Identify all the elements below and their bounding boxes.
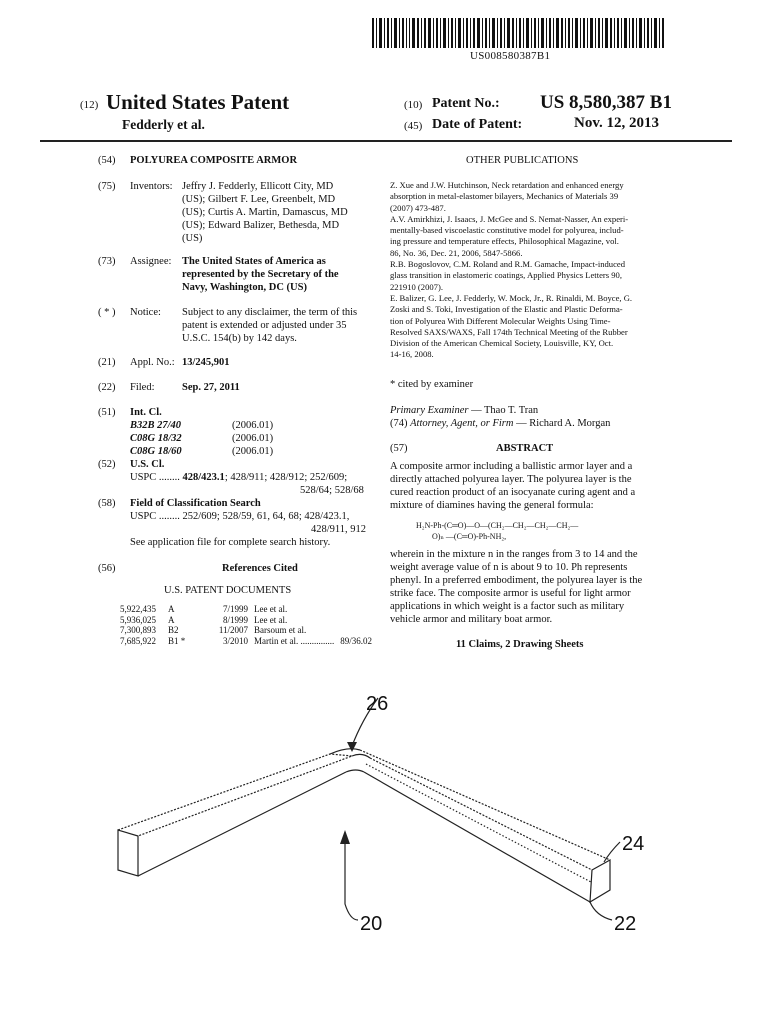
other-pubs-list bbox=[390, 180, 710, 361]
abstract-line: cured reaction product of an isocyanate curing agent and a bbox=[390, 487, 636, 498]
uscl-line1 bbox=[130, 471, 347, 484]
abstract-tag: (57) bbox=[390, 443, 408, 454]
pub-line: Resolved SAXS/WAXS, Fall 174th Technical Meeting of the Rubber bbox=[390, 326, 628, 337]
table-row bbox=[120, 604, 372, 615]
ref-label-24: 24 bbox=[622, 833, 645, 855]
date-label: Date of Patent: bbox=[432, 117, 523, 132]
notice-tag: ( * ) bbox=[98, 307, 116, 318]
pub-line: 86, No. 36, Dec. 21, 2006, 5847-5866. bbox=[390, 247, 523, 258]
notice-line: Subject to any disclaimer, the term of this bbox=[182, 307, 358, 318]
examiner-label: Primary Examiner bbox=[390, 405, 469, 416]
ref-date: 11/2007 bbox=[218, 625, 248, 636]
ref-label-22: 22 bbox=[614, 913, 637, 935]
abstract-line: mixture of diamines having the general formula: bbox=[390, 500, 594, 511]
assignee-label: Assignee: bbox=[130, 256, 172, 267]
armor-drawing bbox=[0, 680, 768, 1024]
ref-kind: B1 * bbox=[168, 635, 186, 646]
abstract-line: phenyl. In a preferred embodiment, the polyurea layer is the bbox=[390, 575, 643, 586]
pub-line: 14-16, 2008. bbox=[390, 349, 434, 360]
attorney-name: — Richard A. Morgan bbox=[516, 418, 611, 429]
abstract-line: directly attached polyurea layer. The polyurea layer is the bbox=[390, 474, 632, 485]
arrowhead-20 bbox=[340, 830, 350, 844]
ref-name: Martin et al. ............... bbox=[254, 635, 335, 646]
pub-line: tion of Polyurea With Different Molecular Weights Using Time- bbox=[390, 315, 611, 326]
pub-line: mentally-based viscoelastic constitutive model for polyurea, includ- bbox=[390, 225, 624, 236]
publication-number: US008580387B1 bbox=[470, 50, 551, 62]
leader-20 bbox=[345, 840, 358, 920]
filed-label: Filed: bbox=[130, 382, 155, 393]
armor-block-end-right bbox=[590, 860, 610, 902]
intcl-label: Int. Cl. bbox=[130, 407, 162, 418]
uscl-line2: 528/64; 528/68 bbox=[300, 485, 364, 496]
abstract-line: vehicle armor and military boat armor. bbox=[390, 614, 553, 625]
ref-label-26: 26 bbox=[366, 693, 389, 715]
kind-tag: (12) bbox=[80, 99, 99, 111]
ref-number: 7,300,893 bbox=[120, 625, 156, 636]
pub-line: absorption in metal-elastomer bilayers, Mechanics of Materials 39 bbox=[390, 191, 619, 202]
field-tag: (58) bbox=[98, 498, 116, 509]
cited-by-examiner: * cited by examiner bbox=[390, 379, 474, 390]
title-tag: (54) bbox=[98, 155, 116, 166]
uscl-label: U.S. Cl. bbox=[130, 459, 165, 470]
ref-date: 3/2010 bbox=[222, 635, 248, 646]
claims-count: 11 Claims, 2 Drawing Sheets bbox=[456, 639, 584, 650]
inventors-short: Fedderly et al. bbox=[122, 117, 205, 132]
us-docs-label: U.S. PATENT DOCUMENTS bbox=[164, 585, 292, 596]
intcl-code: C08G 18/60 bbox=[130, 446, 182, 457]
uscl-primary: 428/423.1 bbox=[182, 472, 225, 483]
ref-kind: A bbox=[168, 614, 175, 625]
ref-class: 89/36.02 bbox=[340, 635, 373, 646]
intcl-date: (2006.01) bbox=[232, 446, 274, 457]
pub-line: (2007) 473-487. bbox=[390, 202, 446, 213]
appl-tag: (21) bbox=[98, 357, 116, 368]
patent-no-label: Patent No.: bbox=[432, 96, 500, 111]
intcl-tag: (51) bbox=[98, 407, 116, 418]
examiner-line bbox=[390, 404, 538, 417]
ref-number: 5,936,025 bbox=[120, 614, 156, 625]
inventor-line: (US); Gilbert F. Lee, Greenbelt, MD bbox=[182, 194, 336, 205]
pub-line: A.V. Amirkhizi, J. Isaacs, J. McGee and S. Nemat-Nasser, An experi- bbox=[390, 213, 629, 224]
pub-line: E. Balizer, G. Lee, J. Fedderly, W. Mock, Jr., R. Rinaldi, M. Boyce, G. bbox=[390, 292, 633, 303]
table-row bbox=[120, 636, 372, 647]
abstract-text-1 bbox=[390, 460, 732, 512]
appl-label: Appl. No.: bbox=[130, 357, 175, 368]
field-label: Field of Classification Search bbox=[130, 498, 261, 509]
assignee-tag: (73) bbox=[98, 256, 116, 267]
pub-line: Division of the American Chemical Society, Louisville, KY, Oct. bbox=[390, 338, 614, 349]
uscl-tag: (52) bbox=[98, 459, 116, 470]
intcl-date: (2006.01) bbox=[232, 433, 274, 444]
abstract-line: weight average value of n is about 9 to 10. Ph represents bbox=[390, 562, 628, 573]
leader-22 bbox=[590, 902, 612, 920]
inventors-tag: (75) bbox=[98, 181, 116, 192]
inventors-label: Inventors: bbox=[130, 181, 173, 192]
ref-number: 7,685,922 bbox=[120, 635, 156, 646]
refs-label: References Cited bbox=[222, 563, 298, 574]
field-line1: USPC ........ 252/609; 528/59, 61, 64, 68; 428/423.1, bbox=[130, 511, 350, 522]
table-row bbox=[120, 615, 372, 626]
assignee-line: The United States of America as bbox=[182, 256, 326, 267]
other-pubs-label: OTHER PUBLICATIONS bbox=[466, 155, 579, 166]
ref-name: Lee et al. bbox=[254, 604, 288, 614]
pub-line: R.B. Bogoslovov, C.M. Roland and R.M. Gamache, Impact-induced bbox=[390, 259, 626, 270]
patent-no-tag: (10) bbox=[404, 99, 423, 111]
pub-line: glass transition in elastomeric coatings, Applied Physics Letters 90, bbox=[390, 270, 622, 281]
notice-block bbox=[182, 306, 382, 345]
table-row bbox=[120, 625, 372, 636]
abstract-line: A composite armor including a ballistic armor layer and a bbox=[390, 461, 633, 472]
assignee-line: represented by the Secretary of the bbox=[182, 269, 339, 280]
pub-line: Zoski and S. Toki, Investigation of the Elastic and Plastic Deforma- bbox=[390, 304, 623, 315]
patent-title-heading: United States Patent bbox=[106, 90, 290, 114]
notice-label: Notice: bbox=[130, 307, 161, 318]
ref-kind: A bbox=[168, 604, 175, 614]
ref-name: Lee et al. bbox=[254, 614, 288, 625]
armor-block-end-left bbox=[118, 830, 138, 876]
abstract-heading: ABSTRACT bbox=[496, 443, 554, 454]
ref-name: Barsoum et al. bbox=[254, 625, 307, 636]
ref-number: 5,922,435 bbox=[120, 604, 156, 614]
formula-line2: O)ₙ —(C═O)-Ph-NH₂, bbox=[432, 532, 507, 541]
assignee-line: Navy, Washington, DC (US) bbox=[182, 282, 307, 293]
pub-line: 221910 (2007). bbox=[390, 281, 443, 292]
intcl-date: (2006.01) bbox=[232, 420, 274, 431]
barcode-image bbox=[372, 18, 664, 48]
pub-line: ing pressure and temperature effects, Philosophical Magazine, vol. bbox=[390, 236, 619, 247]
abstract-line: wherein in the mixture n in the ranges from 3 to 14 and the bbox=[390, 549, 638, 560]
filed-date: Sep. 27, 2011 bbox=[182, 382, 240, 393]
notice-line: U.S.C. 154(b) by 142 days. bbox=[182, 333, 297, 344]
uscl-rest: ; 428/911; 428/912; 252/609; bbox=[224, 472, 348, 483]
formula-line1: H₂N-Ph-(C═O)—O—(CH₂—CH₂—CH₂—CH₂— bbox=[416, 521, 579, 530]
ref-date: 7/1999 bbox=[222, 604, 248, 614]
appl-number: 13/245,901 bbox=[182, 357, 230, 368]
uscl-prefix: USPC ........ bbox=[130, 472, 180, 483]
inventors-list bbox=[182, 180, 382, 245]
ref-kind: B2 bbox=[168, 625, 179, 636]
date-value: Nov. 12, 2013 bbox=[574, 115, 660, 131]
intcl-code: B32B 27/40 bbox=[130, 420, 182, 431]
references-table bbox=[120, 604, 372, 646]
intcl-code: C08G 18/32 bbox=[130, 433, 182, 444]
leader-24 bbox=[604, 842, 620, 862]
arrowhead-26 bbox=[347, 742, 357, 752]
notice-line: patent is extended or adjusted under 35 bbox=[182, 320, 347, 331]
inventor-line: Jeffry J. Fedderly, Ellicott City, MD bbox=[182, 181, 334, 192]
header-divider bbox=[40, 140, 732, 142]
inventor-line: (US) bbox=[182, 233, 203, 244]
attorney-tag: (74) bbox=[390, 418, 408, 429]
date-tag: (45) bbox=[404, 120, 423, 132]
ref-date: 8/1999 bbox=[222, 614, 248, 625]
field-line3: See application file for complete search history. bbox=[130, 537, 331, 548]
abstract-line: applications in which weight is a factor such as military bbox=[390, 601, 625, 612]
pub-line: Z. Xue and J.W. Hutchinson, Neck retardation and enhanced energy bbox=[390, 180, 624, 190]
attorney-line bbox=[390, 417, 610, 430]
field-line2: 428/911, 912 bbox=[311, 524, 367, 535]
invention-title: POLYUREA COMPOSITE ARMOR bbox=[130, 155, 298, 166]
abstract-text-2 bbox=[390, 548, 732, 626]
refs-tag: (56) bbox=[98, 563, 116, 574]
inventor-line: (US); Curtis A. Martin, Damascus, MD bbox=[182, 207, 348, 218]
filed-tag: (22) bbox=[98, 382, 116, 393]
abstract-line: strike face. The composite armor is useful for light armor bbox=[390, 588, 631, 599]
examiner-name: — Thao T. Tran bbox=[471, 405, 539, 416]
assignee-block bbox=[182, 255, 382, 294]
patent-no-value: US 8,580,387 B1 bbox=[540, 92, 672, 113]
ref-label-20: 20 bbox=[360, 913, 383, 935]
attorney-label: Attorney, Agent, or Firm bbox=[410, 418, 514, 429]
inventor-line: (US); Edward Balizer, Bethesda, MD bbox=[182, 220, 340, 231]
